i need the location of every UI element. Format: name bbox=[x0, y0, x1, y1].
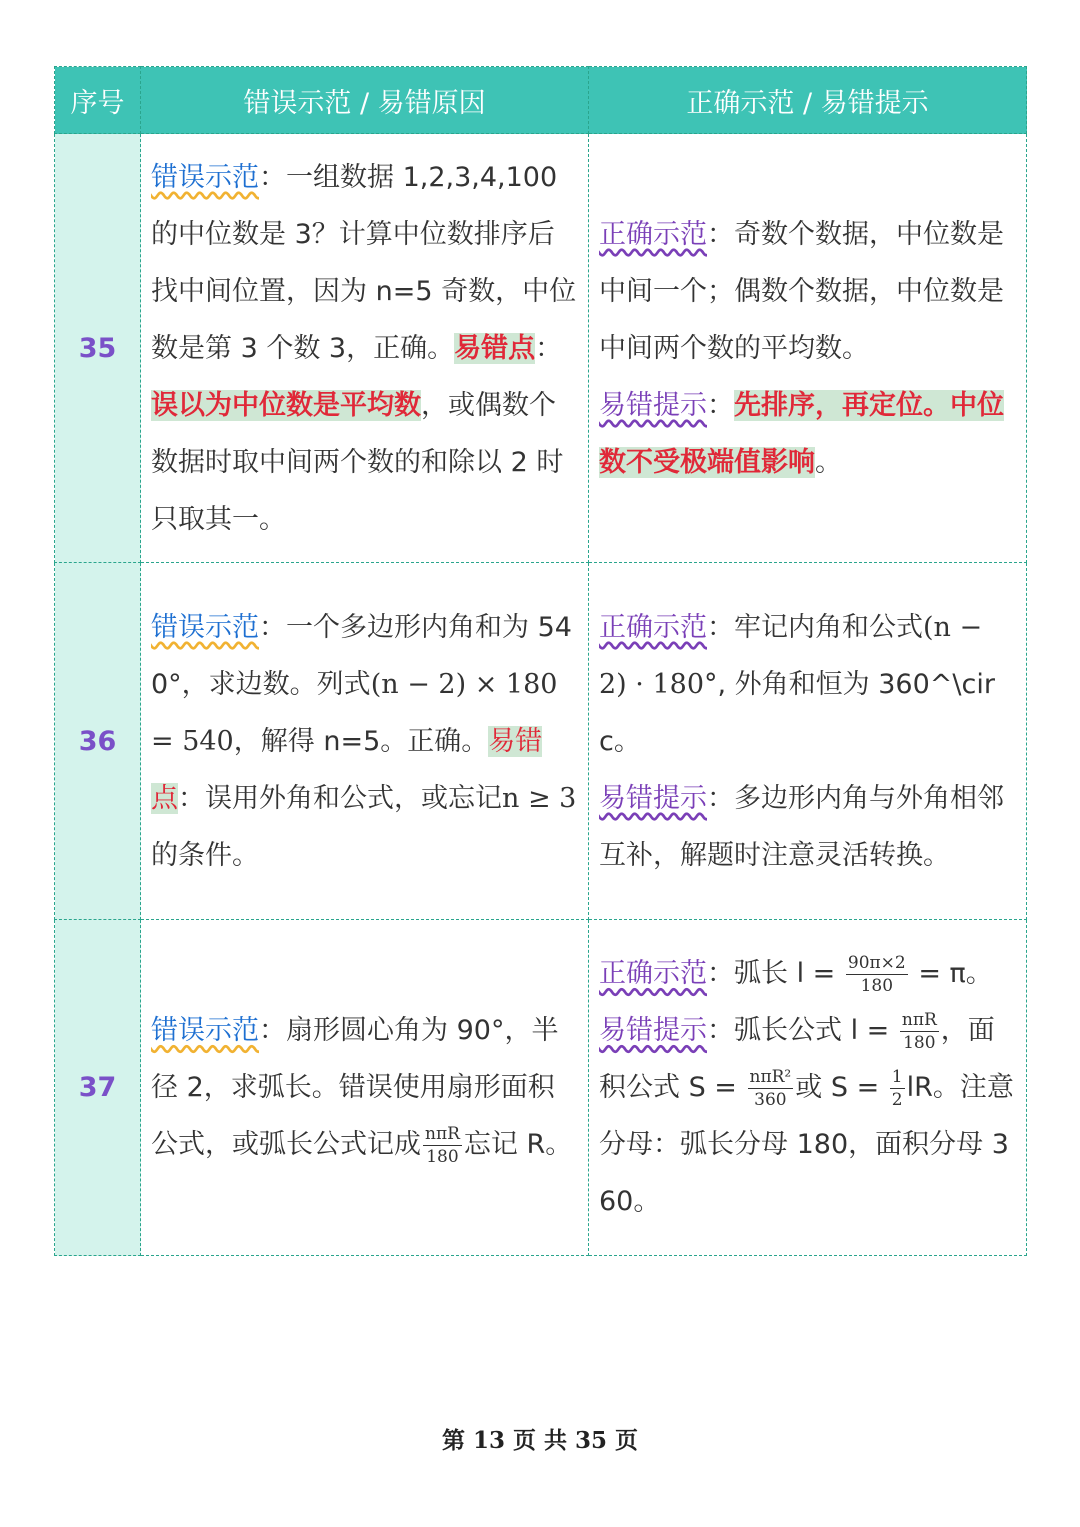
tip-label: 易错提示 bbox=[599, 782, 707, 814]
right-text: lR。注意分母：弧长分母 180，面积分母 360。 bbox=[599, 1072, 1014, 1217]
trap-label: 易错点 bbox=[151, 725, 543, 814]
fraction-denominator: 180 bbox=[860, 975, 894, 996]
colon: ： bbox=[535, 332, 563, 364]
formula: n ≥ 3 bbox=[502, 782, 577, 814]
right-text: = π。 bbox=[909, 958, 993, 989]
mistakes-table bbox=[54, 66, 1027, 1256]
formula: (n − 2) × 180 = 540 bbox=[151, 668, 558, 757]
right-example-cell bbox=[589, 920, 1027, 1256]
right-example-label: 正确示范 bbox=[599, 958, 707, 989]
table-row bbox=[55, 134, 1027, 563]
fraction-denominator: 2 bbox=[891, 1089, 903, 1110]
row-number: 36 bbox=[55, 563, 141, 920]
wrong-example-label: 错误示范 bbox=[151, 161, 259, 193]
tip-label: 易错提示 bbox=[599, 1015, 707, 1046]
right-text: 。 bbox=[815, 446, 842, 478]
wrong-text: ，或偶数个数据时取中间两个数的和除以 2 时只取其一。 bbox=[151, 389, 564, 535]
formula: (n − 2) · 180° bbox=[599, 611, 983, 700]
wrong-text: ：一个多边形内角和为 540°，求边数。列式 bbox=[151, 611, 572, 700]
fraction-numerator: nπR bbox=[425, 1123, 460, 1144]
trap-highlight: 误以为中位数是平均数 bbox=[151, 389, 421, 421]
fraction-denominator: 180 bbox=[903, 1032, 936, 1053]
right-example-label: 正确示范 bbox=[599, 218, 707, 250]
wrong-example-label: 错误示范 bbox=[151, 611, 259, 643]
wrong-example-cell bbox=[141, 563, 589, 920]
right-example-cell bbox=[589, 563, 1027, 920]
fraction bbox=[900, 1009, 939, 1053]
table-row bbox=[55, 920, 1027, 1256]
wrong-example-cell bbox=[141, 920, 589, 1256]
right-text: , 外角和恒为 360^\circ。 bbox=[599, 668, 995, 757]
right-example-label: 正确示范 bbox=[599, 611, 707, 643]
header-index: 序号 bbox=[55, 67, 141, 134]
fraction-numerator: 90π×2 bbox=[847, 952, 906, 973]
fraction-numerator: nπR² bbox=[749, 1066, 792, 1087]
fraction-denominator: 360 bbox=[754, 1089, 787, 1110]
header-wrong: 错误示范 / 易错原因 bbox=[141, 67, 589, 134]
right-text: 或 S = bbox=[795, 1072, 888, 1103]
fraction-denominator: 180 bbox=[426, 1146, 459, 1167]
header-right: 正确示范 / 易错提示 bbox=[589, 67, 1027, 134]
row-number: 37 bbox=[55, 920, 141, 1256]
right-text: ，面积公式 S = bbox=[599, 1015, 995, 1103]
fraction bbox=[890, 1066, 905, 1110]
fraction-numerator: nπR bbox=[901, 1009, 937, 1030]
tip-highlight: 先排序，再定位。中位数不受极端值影响 bbox=[599, 389, 1004, 478]
wrong-text: ：扇形圆心角为 90°，半径 2，求弧长。错误使用扇形面积公式，或弧长公式记成 bbox=[151, 1015, 559, 1160]
tip-label: 易错提示 bbox=[599, 389, 707, 421]
colon: ： bbox=[707, 389, 734, 421]
wrong-text: ：误用外角和公式，或忘记 bbox=[178, 782, 502, 814]
wrong-text: ，解得 n=5。正确。 bbox=[233, 725, 489, 757]
fraction bbox=[846, 952, 908, 996]
right-text: ：弧长 l = bbox=[707, 958, 844, 989]
right-text: ：弧长公式 l = bbox=[707, 1015, 898, 1046]
wrong-example-label: 错误示范 bbox=[151, 1015, 259, 1046]
page-footer: 第 13 页 共 35 页 bbox=[441, 1427, 639, 1454]
wrong-example-cell bbox=[141, 134, 589, 563]
table-header-row bbox=[55, 67, 1027, 134]
wrong-text: 忘记 R。 bbox=[463, 1129, 573, 1160]
wrong-text: ：一组数据 1,2,3,4,100 的中位数是 3？计算中位数排序后找中间位置，因为 n=5 奇数，中位数是第 3 个数 3，正确。 bbox=[151, 161, 577, 364]
right-text: ：奇数个数据，中位数是中间一个；偶数个数据，中位数是中间两个数的平均数。 bbox=[599, 218, 1004, 364]
row-number: 35 bbox=[55, 134, 141, 563]
fraction-numerator: 1 bbox=[891, 1066, 903, 1087]
wrong-text: 的条件。 bbox=[151, 839, 259, 871]
right-text: ：牢记内角和公式 bbox=[707, 611, 923, 643]
table-row bbox=[55, 563, 1027, 920]
fraction bbox=[748, 1066, 794, 1110]
right-text: ：多边形内角与外角相邻互补，解题时注意灵活转换。 bbox=[599, 782, 1004, 871]
right-example-cell bbox=[589, 134, 1027, 563]
trap-label: 易错点 bbox=[454, 332, 536, 364]
fraction bbox=[423, 1123, 462, 1167]
